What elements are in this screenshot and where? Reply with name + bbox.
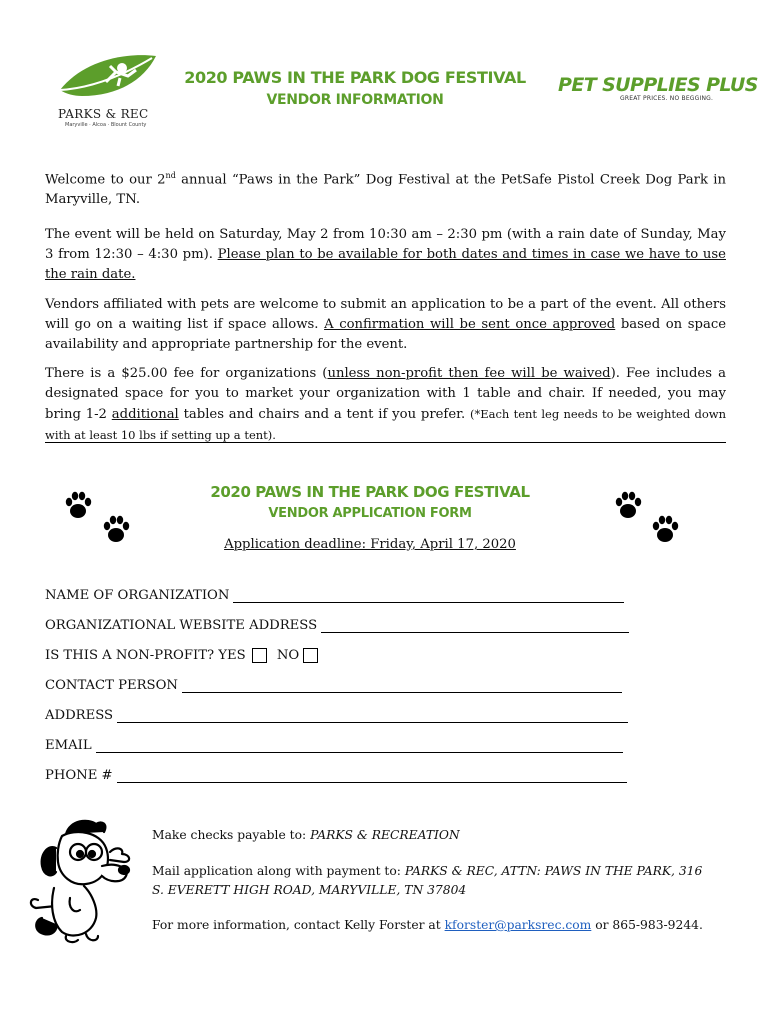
pet-supplies-plus-logo [558,74,758,102]
no-label: NO [276,648,300,663]
contact-input[interactable] [182,678,622,693]
nonprofit-field [45,648,324,663]
page-subtitle: VENDOR INFORMATION [266,92,444,108]
application-deadline: Application deadline: Friday, April 17, 2020 [224,537,516,552]
contact-email-link[interactable]: kforster@parksrec.com [444,918,592,932]
parks-rec-name: PARKS & REC [58,107,149,121]
website-input[interactable] [321,618,629,633]
fee-paragraph: There is a $25.00 fee for organizations (unless non-profit then fee will be waived). Fee includes a designated space for you to market your organization with 1 table and chair. If needed, you may bring 1-2 additional tables and chairs and a tent if you prefer. (*Each tent leg needs to be weighted down with at least 10 lbs if setting up a tent). [45,366,726,442]
mail-instructions: Mail application along with payment to: PARKS & REC, ATTN: PAWS IN THE PARK, 316 S. EVERETT HIGH ROAD, MARYVILLE, TN 37804 [152,864,703,897]
yes-label: YES [218,648,246,663]
website-label: ORGANIZATIONAL WEBSITE ADDRESS [45,618,318,633]
nonprofit-label: IS THIS A NON-PROFIT? [45,648,215,663]
org-name-label: NAME OF ORGANIZATION [45,588,230,603]
no-checkbox[interactable] [303,648,318,663]
website-field [45,618,629,633]
org-name-input[interactable] [233,588,624,603]
contact-label: CONTACT PERSON [45,678,178,693]
email-label: EMAIL [45,738,92,753]
event-dates-paragraph: The event will be held on Saturday, May 2 from 10:30 am – 2:30 pm (with a rain date of Sunday, May 3 from 12:30 – 4:30 pm). Please plan to be available for both dates and times in case we have to use the rain date. [45,227,726,282]
runner-leaf-icon [52,52,162,112]
address-input[interactable] [117,708,628,723]
paw-print-icon [649,514,681,546]
vendors-paragraph: Vendors affiliated with pets are welcome to submit an application to be a part of the event. All others will go on a waiting list if space allows. A confirmation will be sent once approved based on space availability and appropriate partnership for the event. [45,297,727,352]
cartoon-dog-icon [26,814,146,946]
phone-field [45,768,627,783]
form-title: 2020 PAWS IN THE PARK DOG FESTIVAL [210,483,530,501]
contact-info: For more information, contact Kelly Forster at kforster@parksrec.com or 865-983-9244. [152,918,703,932]
email-field [45,738,623,753]
checks-payable: Make checks payable to: PARKS & RECREATION [152,828,460,842]
section-divider [45,442,726,443]
yes-checkbox[interactable] [252,648,267,663]
welcome-paragraph: Welcome to our 2nd annual “Paws in the Park” Dog Festival at the PetSafe Pistol Creek Dog Park in Maryville, TN. [45,171,727,208]
address-label: ADDRESS [45,708,114,723]
paw-print-icon [62,490,94,522]
page-title: 2020 PAWS IN THE PARK DOG FESTIVAL [184,68,526,87]
email-input[interactable] [96,738,623,753]
org-name-field [45,588,624,603]
paw-print-icon [612,490,644,522]
phone-label: PHONE # [45,768,113,783]
phone-input[interactable] [117,768,627,783]
sponsor-tagline: GREAT PRICES. NO BEGGING. [620,95,714,102]
address-field [45,708,628,723]
parks-rec-subtitle: Maryville · Alcoa · Blount County [65,122,147,128]
contact-field [45,678,622,693]
paw-print-icon [100,514,132,546]
sponsor-name: PET SUPPLIES PLUS [558,74,758,96]
form-subtitle: VENDOR APPLICATION FORM [268,506,472,521]
parks-rec-logo [52,52,162,132]
